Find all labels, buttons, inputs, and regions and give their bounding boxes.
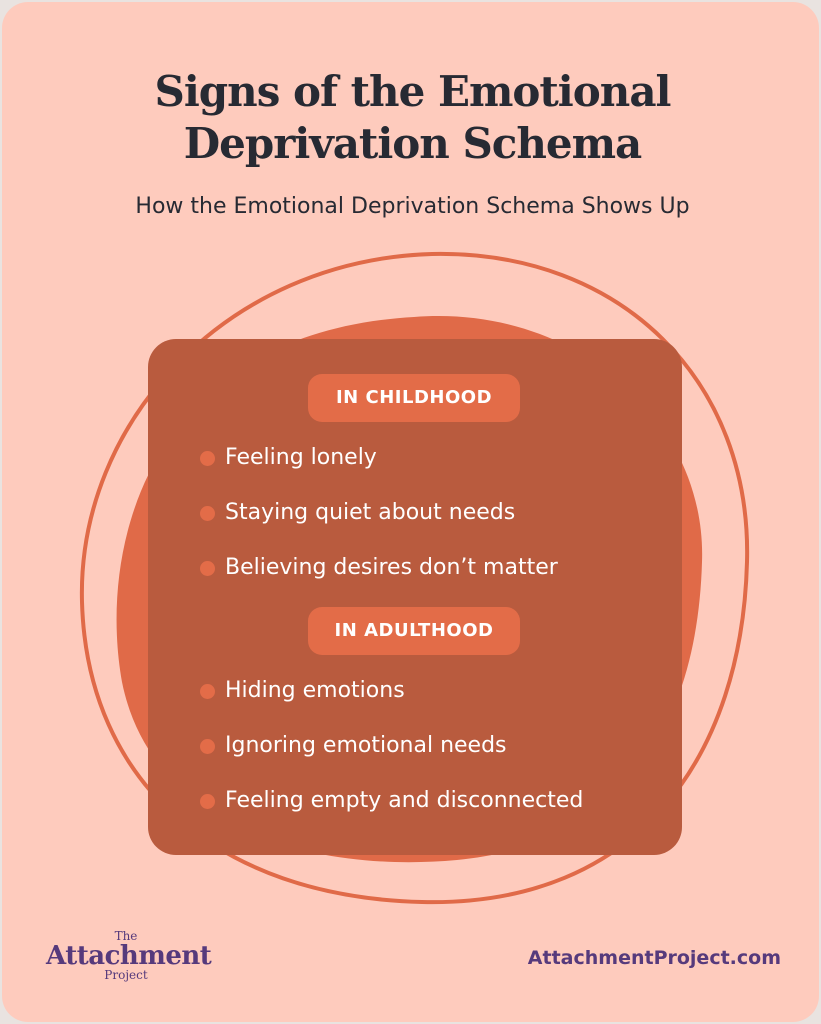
list-item [200,786,583,841]
website-link[interactable]: AttachmentProject.com [527,947,781,969]
list-item [200,443,558,498]
bullet-dot-icon [200,794,215,809]
section-label-childhood: IN CHILDHOOD [308,374,520,422]
list-item-text: Feeling lonely [225,445,377,470]
bullet-dot-icon [200,561,215,576]
logo-project: Project [104,968,148,982]
infographic-card [2,2,819,1022]
bullet-dot-icon [200,451,215,466]
brand-logo [46,929,212,982]
section-label-adulthood: IN ADULTHOOD [308,607,520,655]
list-item [200,676,583,731]
page-subtitle: How the Emotional Deprivation Schema Shows Up [135,194,690,219]
adulthood-signs-list [200,676,583,841]
bullet-dot-icon [200,506,215,521]
bullet-dot-icon [200,739,215,754]
logo-attachment: Attachment [46,941,212,971]
childhood-signs-list [200,443,558,608]
list-item-text: Ignoring emotional needs [225,733,507,758]
title-line-1: Signs of the Emotional [154,67,671,116]
logo-the: The [114,929,138,943]
bullet-dot-icon [200,684,215,699]
list-item-text: Feeling empty and disconnected [225,788,584,813]
list-item [200,553,558,608]
list-item-text: Hiding emotions [225,678,405,703]
list-item [200,731,583,786]
signs-panel [148,339,682,855]
list-item-text: Believing desires don’t matter [225,555,558,580]
list-item-text: Staying quiet about needs [225,500,516,525]
list-item [200,498,558,553]
title-line-2: Deprivation Schema [183,119,642,168]
